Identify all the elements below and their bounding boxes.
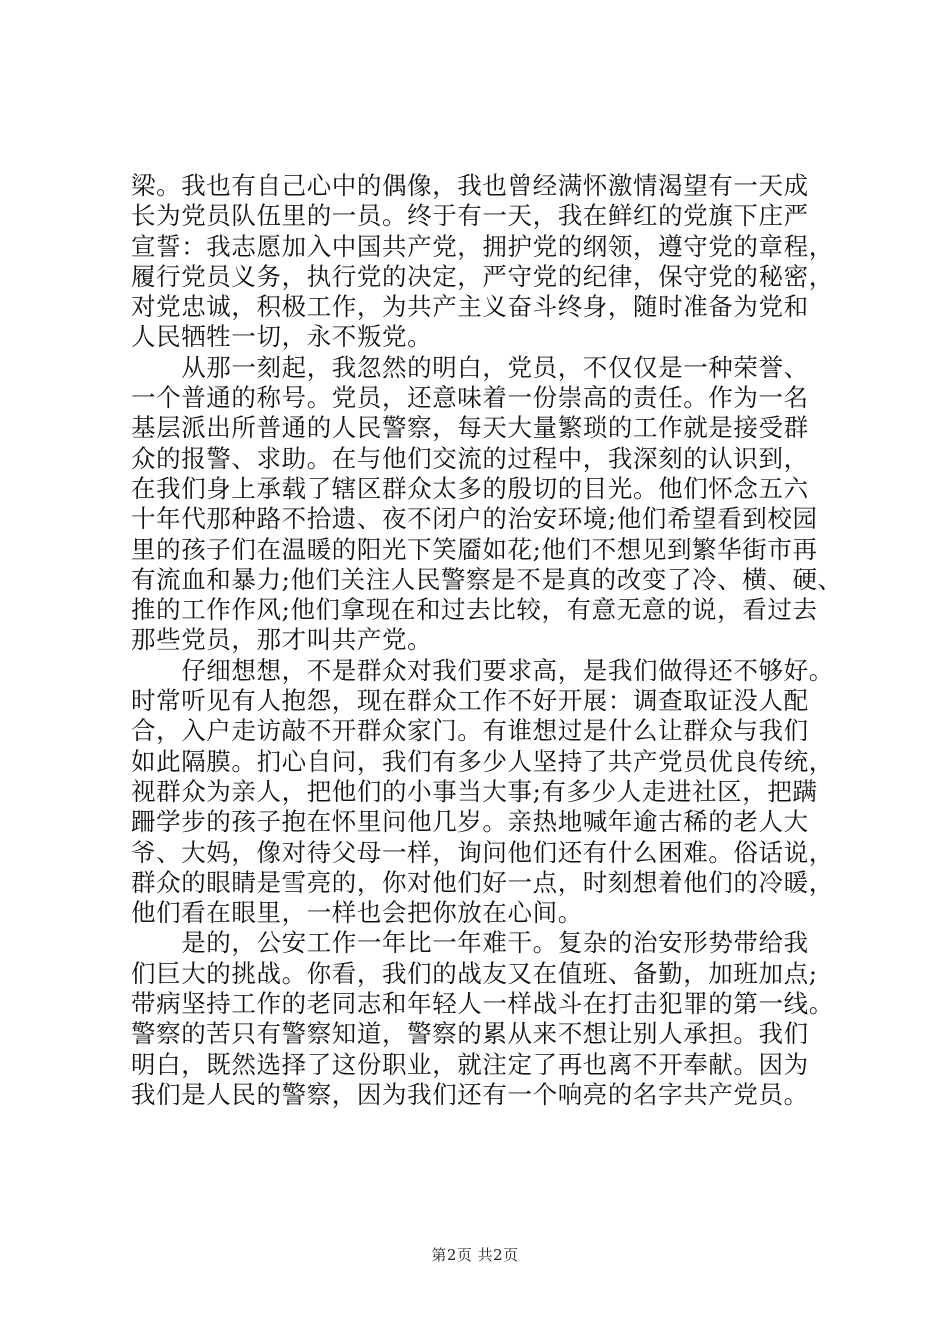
body-line: 跚学步的孩子抱在怀里问他几岁。亲热地喊年逾古稀的老人大 <box>131 807 809 837</box>
body-line: 基层派出所普通的人民警察，每天大量繁琐的工作就是接受群 <box>131 413 809 443</box>
body-line: 时常听见有人抱怨，现在群众工作不好开展：调查取证没人配 <box>131 686 809 716</box>
body-line: 爷、大妈，像对待父母一样，询问他们还有什么困难。俗话说， <box>131 837 834 867</box>
body-line: 宣誓：我志愿加入中国共产党，拥护党的纲领，遵守党的章程， <box>131 231 834 261</box>
body-line: 人民牺牲一切，永不叛党。 <box>131 322 433 352</box>
body-line: 警察的苦只有警察知道，警察的累从来不想让别人承担。我们 <box>131 1019 809 1049</box>
body-line: 那些党员，那才叫共产党。 <box>131 625 433 655</box>
body-line: 十年代那种路不拾遗、夜不闭户的治安环境;他们希望看到校园 <box>131 504 818 534</box>
body-line: 们巨大的挑战。你看，我们的战友又在值班、备勤，加班加点; <box>131 958 818 988</box>
body-line: 有流血和暴力;他们关注人民警察是不是真的改变了冷、横、硬、 <box>131 564 843 594</box>
body-line: 长为党员队伍里的一员。终于有一天，我在鲜红的党旗下庄严 <box>131 201 809 231</box>
body-line: 带病坚持工作的老同志和年轻人一样战斗在打击犯罪的第一线。 <box>131 989 834 1019</box>
body-line: 如此隔膜。扪心自问，我们有多少人坚持了共产党员优良传统， <box>131 746 834 776</box>
page-number-footer: 第2页 共2页 <box>431 1246 519 1264</box>
body-line: 众的报警、求助。在与他们交流的过程中，我深刻的认识到， <box>131 443 809 473</box>
body-line: 明白，既然选择了这份职业，就注定了再也离不开奉献。因为 <box>131 1049 809 1079</box>
body-line: 里的孩子们在温暖的阳光下笑靥如花;他们不想见到繁华街市再 <box>131 534 818 564</box>
body-line: 一个普通的称号。党员，还意味着一份崇高的责任。作为一名 <box>131 383 809 413</box>
body-line: 仔细想想，不是群众对我们要求高，是我们做得还不够好。 <box>131 655 834 685</box>
body-line: 推的工作作风;他们拿现在和过去比较，有意无意的说，看过去 <box>131 595 818 625</box>
body-line: 视群众为亲人，把他们的小事当大事;有多少人走进社区，把蹒 <box>131 776 818 806</box>
body-line: 是的，公安工作一年比一年难干。复杂的治安形势带给我 <box>131 928 809 958</box>
body-line: 从那一刻起，我忽然的明白，党员，不仅仅是一种荣誉、 <box>131 352 809 382</box>
document-body <box>131 171 843 1110</box>
body-line: 履行党员义务，执行党的决定，严守党的纪律，保守党的秘密， <box>131 261 834 291</box>
body-line: 我们是人民的警察，因为我们还有一个响亮的名字共产党员。 <box>131 1079 809 1109</box>
body-line: 他们看在眼里，一样也会把你放在心间。 <box>131 898 583 928</box>
body-line: 合，入户走访敲不开群众家门。有谁想过是什么让群众与我们 <box>131 716 809 746</box>
body-line: 群众的眼睛是雪亮的，你对他们好一点，时刻想着他们的冷暖， <box>131 867 834 897</box>
body-line: 对党忠诚，积极工作，为共产主义奋斗终身，随时准备为党和 <box>131 292 809 322</box>
body-line: 梁。我也有自己心中的偶像，我也曾经满怀激情渴望有一天成 <box>131 171 809 200</box>
body-line: 在我们身上承载了辖区群众太多的殷切的目光。他们怀念五六 <box>131 473 809 503</box>
